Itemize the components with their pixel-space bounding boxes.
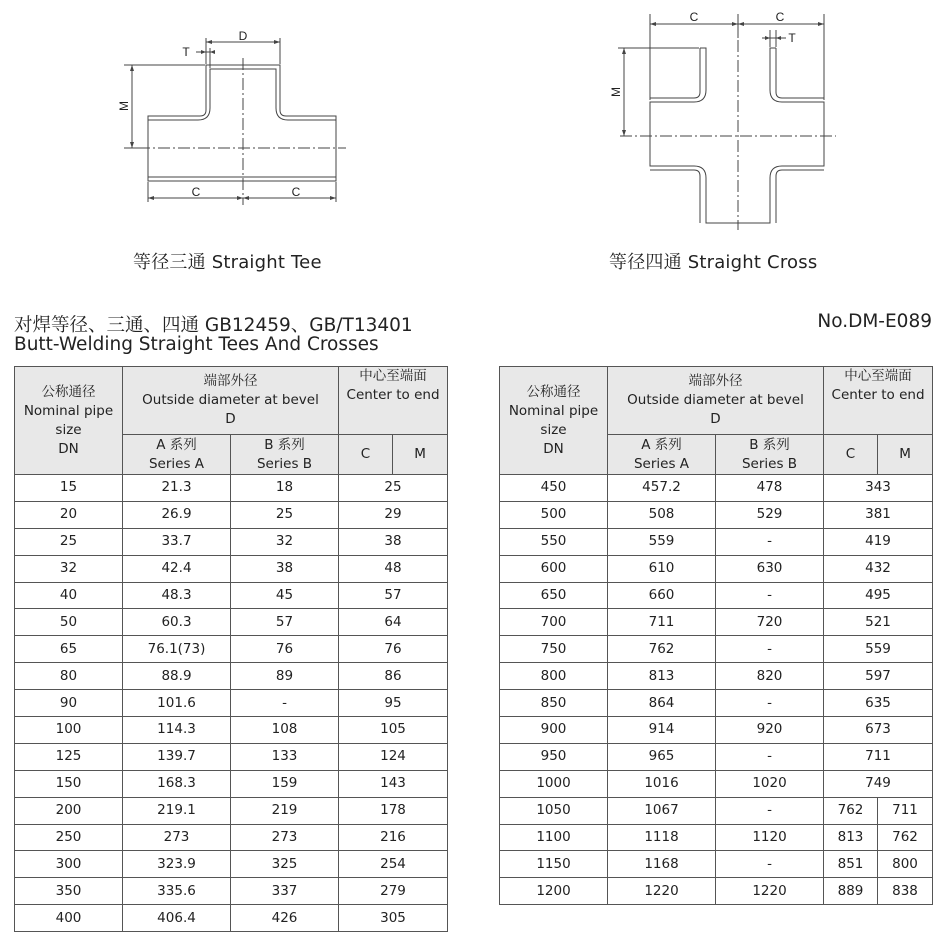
cell-dn: 400	[15, 905, 123, 932]
header-center-to-end: 中心至端面 Center to end	[824, 367, 933, 435]
cell-center-to-end: 57	[339, 582, 448, 609]
spec-table-left-body	[15, 475, 448, 932]
cell-series-b: 32	[231, 528, 339, 555]
cell-series-b: -	[716, 851, 824, 878]
table-row	[15, 475, 448, 502]
cell-series-a: 33.7	[123, 528, 231, 555]
cell-series-b: 630	[716, 555, 824, 582]
table-row	[500, 501, 933, 528]
cell-series-b: 45	[231, 582, 339, 609]
cell-m: 838	[878, 878, 933, 905]
cell-center-to-end: 86	[339, 663, 448, 690]
cross-t-label: T	[788, 31, 796, 45]
tee-c-right-label: C	[291, 185, 301, 199]
table-row	[15, 555, 448, 582]
cell-center-to-end: 216	[339, 824, 448, 851]
table-row	[500, 475, 933, 502]
cell-dn: 25	[15, 528, 123, 555]
cell-center-to-end: 711	[824, 743, 933, 770]
cell-series-b: 18	[231, 475, 339, 502]
cell-series-a: 1220	[608, 878, 716, 905]
cell-series-b: -	[716, 743, 824, 770]
cell-center-to-end: 105	[339, 717, 448, 744]
tee-d-label: D	[238, 29, 248, 43]
cell-series-a: 914	[608, 717, 716, 744]
cell-center-to-end: 95	[339, 690, 448, 717]
cell-series-a: 965	[608, 743, 716, 770]
document-number: No.DM-E089	[817, 311, 932, 332]
cell-series-b: 89	[231, 663, 339, 690]
cell-series-a: 76.1(73)	[123, 636, 231, 663]
cell-dn: 650	[500, 582, 608, 609]
table-row	[15, 824, 448, 851]
header-outside-diameter: 端部外径 Outside diameter at bevel D	[123, 367, 339, 435]
cell-series-b: 720	[716, 609, 824, 636]
cell-series-a: 168.3	[123, 770, 231, 797]
cell-series-b: 273	[231, 824, 339, 851]
cell-dn: 450	[500, 475, 608, 502]
cell-series-b: -	[716, 690, 824, 717]
table-row	[500, 824, 933, 851]
cell-center-to-end: 64	[339, 609, 448, 636]
cell-series-b: -	[231, 690, 339, 717]
cell-center-to-end: 48	[339, 555, 448, 582]
cell-dn: 100	[15, 717, 123, 744]
cell-series-a: 1016	[608, 770, 716, 797]
table-row	[15, 743, 448, 770]
cell-center-to-end: 432	[824, 555, 933, 582]
header-m: M	[393, 435, 448, 475]
cell-center-to-end: 25	[339, 475, 448, 502]
header-series-a: A 系列 Series A	[123, 435, 231, 475]
cell-series-a: 323.9	[123, 851, 231, 878]
cell-dn: 150	[15, 770, 123, 797]
header-series-b: B 系列 Series B	[716, 435, 824, 475]
cell-dn: 1050	[500, 797, 608, 824]
table-row	[15, 770, 448, 797]
cross-c-left-label: C	[689, 10, 699, 24]
cell-series-b: 529	[716, 501, 824, 528]
cell-dn: 550	[500, 528, 608, 555]
table-row	[500, 878, 933, 905]
header-series-b: B 系列 Series B	[231, 435, 339, 475]
table-row	[500, 743, 933, 770]
cell-series-a: 457.2	[608, 475, 716, 502]
cell-series-b: 920	[716, 717, 824, 744]
cell-dn: 125	[15, 743, 123, 770]
cell-series-b: -	[716, 636, 824, 663]
table-row	[500, 690, 933, 717]
table-row	[500, 528, 933, 555]
cell-dn: 40	[15, 582, 123, 609]
cell-series-a: 559	[608, 528, 716, 555]
straight-cross-svg	[580, 0, 950, 240]
table-row	[500, 717, 933, 744]
table-row	[500, 636, 933, 663]
straight-tee-drawing	[0, 0, 400, 240]
cell-c: 762	[824, 797, 878, 824]
cell-m: 800	[878, 851, 933, 878]
cell-series-a: 42.4	[123, 555, 231, 582]
cell-series-b: 325	[231, 851, 339, 878]
table-row	[15, 636, 448, 663]
cell-series-a: 21.3	[123, 475, 231, 502]
straight-tee-svg	[0, 0, 400, 240]
cell-dn: 350	[15, 878, 123, 905]
cell-dn: 900	[500, 717, 608, 744]
table-row	[15, 663, 448, 690]
cell-series-a: 864	[608, 690, 716, 717]
cell-dn: 800	[500, 663, 608, 690]
header-outside-diameter: 端部外径 Outside diameter at bevel D	[608, 367, 824, 435]
cell-center-to-end: 343	[824, 475, 933, 502]
table-row	[15, 878, 448, 905]
header-c: C	[824, 435, 878, 475]
cell-dn: 950	[500, 743, 608, 770]
table-row	[15, 582, 448, 609]
cell-dn: 300	[15, 851, 123, 878]
cell-center-to-end: 29	[339, 501, 448, 528]
cell-c: 851	[824, 851, 878, 878]
title-cn: 对焊等径、三通、四通 GB12459、GB/T13401	[14, 315, 413, 336]
header-nominal-size: 公称通径 Nominal pipe size DN	[500, 367, 608, 475]
table-row	[500, 582, 933, 609]
cell-series-a: 508	[608, 501, 716, 528]
cell-center-to-end: 279	[339, 878, 448, 905]
cell-series-a: 88.9	[123, 663, 231, 690]
table-row	[500, 770, 933, 797]
table-row	[500, 851, 933, 878]
cell-m: 711	[878, 797, 933, 824]
cell-dn: 250	[15, 824, 123, 851]
table-row	[500, 609, 933, 636]
cell-dn: 90	[15, 690, 123, 717]
cell-series-b: 57	[231, 609, 339, 636]
cell-dn: 1150	[500, 851, 608, 878]
table-row	[15, 905, 448, 932]
cell-center-to-end: 635	[824, 690, 933, 717]
cell-dn: 1200	[500, 878, 608, 905]
table-row	[15, 797, 448, 824]
cell-dn: 50	[15, 609, 123, 636]
tee-t-label: T	[182, 45, 190, 59]
cell-dn: 600	[500, 555, 608, 582]
cell-center-to-end: 673	[824, 717, 933, 744]
cell-series-a: 60.3	[123, 609, 231, 636]
cell-series-a: 406.4	[123, 905, 231, 932]
cell-dn: 1000	[500, 770, 608, 797]
cell-series-a: 1168	[608, 851, 716, 878]
cell-dn: 750	[500, 636, 608, 663]
cell-series-a: 660	[608, 582, 716, 609]
table-row	[500, 555, 933, 582]
cell-series-b: 159	[231, 770, 339, 797]
cell-series-a: 101.6	[123, 690, 231, 717]
header-nominal-size: 公称通径 Nominal pipe size DN	[15, 367, 123, 475]
cell-dn: 700	[500, 609, 608, 636]
cell-series-b: 133	[231, 743, 339, 770]
cell-m: 762	[878, 824, 933, 851]
cell-series-a: 1118	[608, 824, 716, 851]
cell-dn: 65	[15, 636, 123, 663]
table-row	[15, 501, 448, 528]
cell-series-b: -	[716, 582, 824, 609]
cell-dn: 32	[15, 555, 123, 582]
cell-center-to-end: 76	[339, 636, 448, 663]
cell-series-b: -	[716, 797, 824, 824]
cell-series-a: 114.3	[123, 717, 231, 744]
cell-series-a: 139.7	[123, 743, 231, 770]
table-row	[15, 851, 448, 878]
cross-caption: 等径四通 Straight Cross	[609, 252, 818, 273]
cell-series-b: 38	[231, 555, 339, 582]
spec-table-right	[499, 366, 933, 905]
cell-dn: 500	[500, 501, 608, 528]
cell-dn: 200	[15, 797, 123, 824]
header-m: M	[878, 435, 933, 475]
header-series-a: A 系列 Series A	[608, 435, 716, 475]
cell-series-a: 335.6	[123, 878, 231, 905]
cell-series-a: 219.1	[123, 797, 231, 824]
cell-center-to-end: 254	[339, 851, 448, 878]
cell-dn: 15	[15, 475, 123, 502]
cell-series-b: 76	[231, 636, 339, 663]
cell-series-a: 610	[608, 555, 716, 582]
cell-center-to-end: 143	[339, 770, 448, 797]
cell-series-a: 1067	[608, 797, 716, 824]
cross-m-label: M	[609, 87, 623, 97]
cell-center-to-end: 495	[824, 582, 933, 609]
tee-m-label: M	[117, 101, 131, 111]
cell-series-b: 478	[716, 475, 824, 502]
cell-series-b: 219	[231, 797, 339, 824]
spec-table-right-body	[500, 475, 933, 905]
cell-center-to-end: 597	[824, 663, 933, 690]
cell-series-b: 108	[231, 717, 339, 744]
cell-series-a: 273	[123, 824, 231, 851]
cell-center-to-end: 749	[824, 770, 933, 797]
table-row	[15, 717, 448, 744]
cell-center-to-end: 305	[339, 905, 448, 932]
cell-center-to-end: 419	[824, 528, 933, 555]
cell-c: 889	[824, 878, 878, 905]
cell-dn: 20	[15, 501, 123, 528]
cell-series-b: -	[716, 528, 824, 555]
cell-series-b: 1120	[716, 824, 824, 851]
straight-cross-drawing	[580, 0, 950, 240]
title-en: Butt-Welding Straight Tees And Crosses	[14, 334, 379, 355]
cell-center-to-end: 381	[824, 501, 933, 528]
table-row	[500, 663, 933, 690]
cell-series-a: 26.9	[123, 501, 231, 528]
cell-series-a: 48.3	[123, 582, 231, 609]
cell-dn: 850	[500, 690, 608, 717]
spec-table-left	[14, 366, 448, 932]
cell-series-b: 426	[231, 905, 339, 932]
cell-center-to-end: 178	[339, 797, 448, 824]
cell-series-b: 820	[716, 663, 824, 690]
cell-center-to-end: 124	[339, 743, 448, 770]
table-row	[15, 528, 448, 555]
table-row	[15, 609, 448, 636]
table-row	[15, 690, 448, 717]
cell-series-a: 762	[608, 636, 716, 663]
cell-c: 813	[824, 824, 878, 851]
cell-dn: 80	[15, 663, 123, 690]
cell-center-to-end: 559	[824, 636, 933, 663]
header-center-to-end: 中心至端面 Center to end	[339, 367, 448, 435]
cell-center-to-end: 521	[824, 609, 933, 636]
cell-series-a: 711	[608, 609, 716, 636]
cell-dn: 1100	[500, 824, 608, 851]
cross-c-right-label: C	[775, 10, 785, 24]
cell-series-b: 1220	[716, 878, 824, 905]
table-row	[500, 797, 933, 824]
cell-center-to-end: 38	[339, 528, 448, 555]
cell-series-a: 813	[608, 663, 716, 690]
cell-series-b: 337	[231, 878, 339, 905]
cell-series-b: 25	[231, 501, 339, 528]
cell-series-b: 1020	[716, 770, 824, 797]
header-c: C	[339, 435, 393, 475]
tee-c-left-label: C	[191, 185, 201, 199]
tee-caption: 等径三通 Straight Tee	[133, 252, 322, 273]
